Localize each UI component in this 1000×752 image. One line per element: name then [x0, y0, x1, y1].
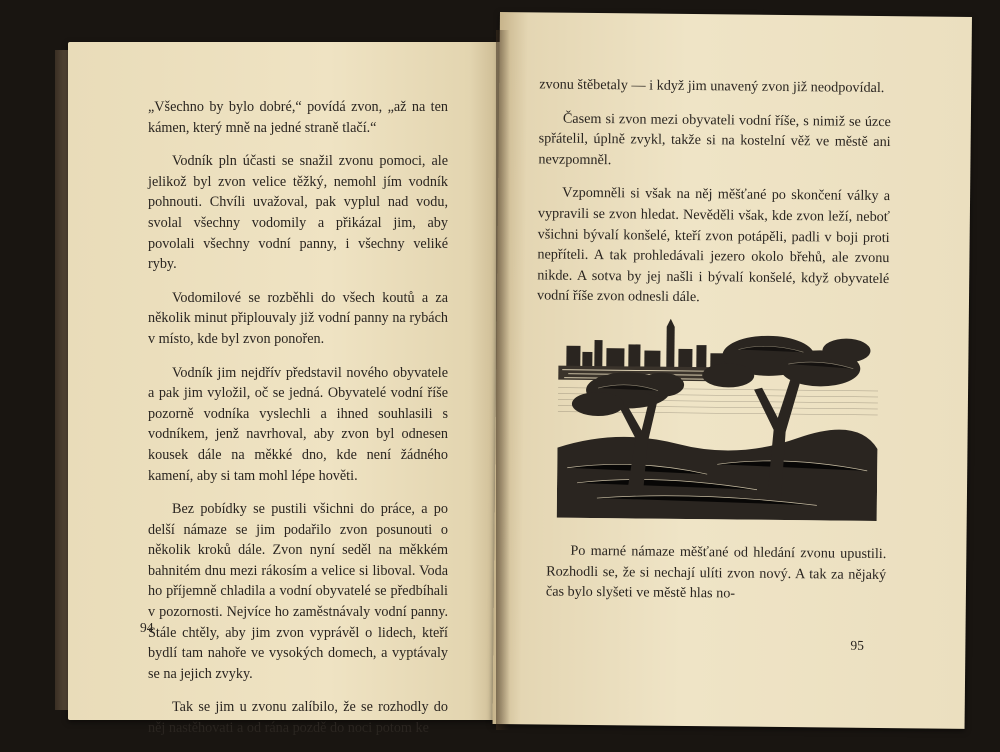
page-number-left: 94 — [140, 620, 154, 635]
paragraph: Bez pobídky se pustili všichni do práce, a po delší námaze se jim podařilo zvon posunouti o několik kroků dále. Zvon nyní seděl na měkkém bahnitém dnu mezi rákosím a velice si liboval. Voda ho příjemně chladila a vodní obyvatelé se předbíhali v pozornosti. Nejvíce ho zaměstnávaly vodní panny. Stále chtěly, aby jim zvon vyprávěl o lidech, kteří bydlí tam nahoře ve vysokých domech, a vyptávaly se na jejich zvyky. — [148, 501, 448, 682]
left-page — [68, 42, 504, 737]
left-page-text — [148, 97, 448, 752]
right-page-text-bottom — [546, 541, 887, 619]
paragraph: zvonu štěbetaly — i když jim unavený zvon již neodpovídal. — [539, 76, 885, 97]
paragraph: Po marné námaze měšťané od hledání zvonu upustili. Rozhodli se, že si nechají ulíti zvon nový. A tak za nějaký čas bylo slyšeti ve městě hlas no- — [545, 542, 887, 602]
woodcut-illustration — [557, 318, 879, 521]
paragraph: Časem si zvon mezi obyvateli vodní říše, s nimiž se úzce spřátelil, úplně zvykl, takže si na kostelní věž ve městě ani nevzpomněl. — [538, 110, 891, 168]
paragraph: Vodník pln účasti se snažil zvonu pomoci, ale jelikož byl zvon velice těžký, nemohl jím vodník pohnouti. Chvíli uvažoval, pak vyplul nad vodu, svolal všechny vodomily a přikázal jim, aby povolali všechny vodní panny, i všechny veliké ryby. — [148, 153, 448, 273]
right-page — [493, 12, 972, 729]
town-skyline — [566, 318, 731, 370]
paragraph: Tak se jim u zvonu zalíbilo, že se rozhodly do něj nastěhovati a od rána pozdě do noci potom ke — [148, 699, 448, 737]
right-page-text-top — [537, 74, 892, 323]
paragraph: Vzpomněli si však na něj měšťané po skončení války a vypravili se zvon hledat. Nevěděli však, kde zvon leží, neboť všichni bývalí konšelé, kteří zvon potápěli, padli v boji proti nepříteli. A tak prohledávali jezero okolo břehů, ale zvonu nikde. A sotva by jej našli i bývalí konšelé, když obyvatelé vodní říše zvon odnesli dále. — [536, 185, 891, 306]
page-number-right: 95 — [850, 637, 864, 653]
paragraph: Vodník jim nejdřív představil nového obyvatele a pak jim vyložil, oč se jedná. Obyvatelé vodní říše pozorně vodníka vyslechli a ihned souhlasili s vodníkem, jenž navrhoval, aby zvon byl odnesen kousek dále na měkké dno, kde není žádného kamení, aby si tam mohl lépe hověti. — [148, 364, 448, 484]
paragraph: „Všechno by bylo dobré,“ povídá zvon, „až na ten kámen, který mně na jedné straně tlačí.“ — [148, 99, 448, 136]
paragraph: Vodomilové se rozběhli do všech koutů a za několik minut připlouvaly již vodní panny na rybách v místo, kde byl zvon ponořen. — [148, 289, 448, 347]
